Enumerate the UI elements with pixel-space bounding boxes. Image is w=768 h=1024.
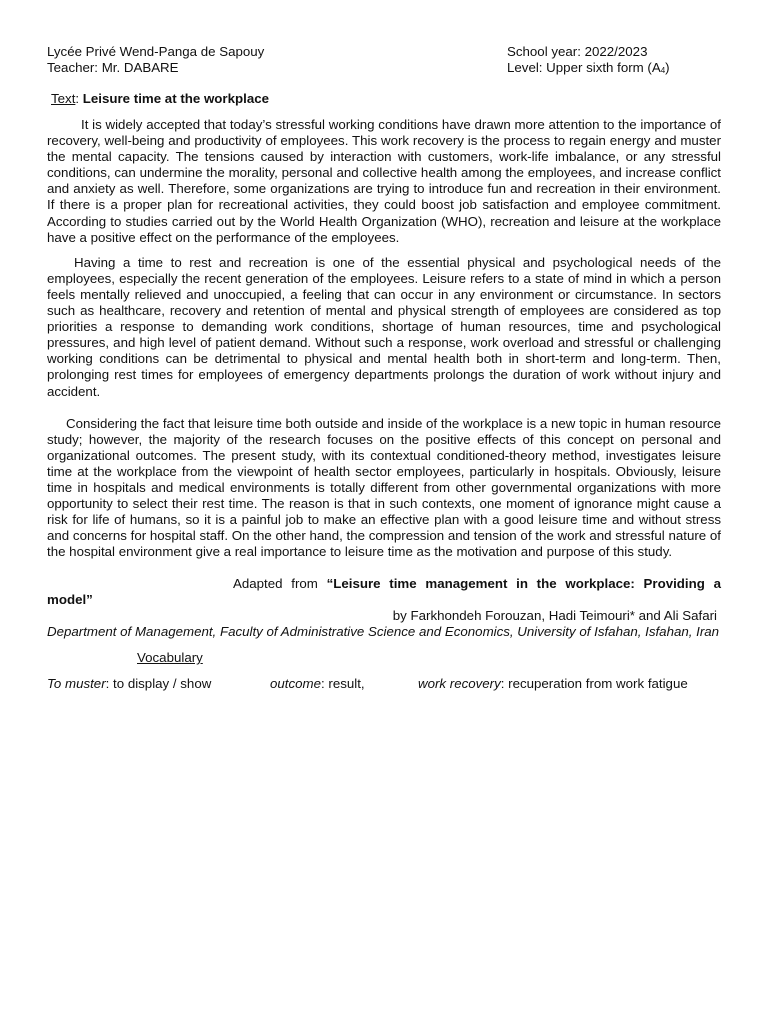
- level-suffix: ): [665, 60, 670, 75]
- paragraph-2: Having a time to rest and recreation is one of the essential physical and psychological needs of the employees, especially the recent generation of the employees. Leisure refers to a state of mind in which a person feels mentally relieved and unoccupied, a feeling that can occur in any environment or circumstance. In sectors such as healthcare, recovery and retention of mental and physical strength of employees are considered as top priorities a response to demanding work conditions, shortage of human resources, time and psychological pressures, and high level of patient demand. Without such a response, work overload and stressful or challenging working conditions can be detrimental to physical and mental health both in short-term and long-term. Then, prolonging rest times for employees of emergency departments prolongs the duration of work without injury and accident.: [47, 254, 721, 399]
- document-page: [47, 44, 721, 692]
- source-title-part2: model”: [47, 592, 93, 608]
- vocab-term: To muster: [47, 676, 106, 692]
- vocabulary-list: [47, 676, 721, 692]
- document-header: [47, 44, 721, 79]
- vocabulary-heading: Vocabulary: [137, 650, 203, 666]
- class-level: [507, 60, 721, 79]
- source-title-part1: “Leisure time management in the workplace: Providing a: [326, 576, 721, 592]
- text-title-line: [51, 91, 721, 107]
- adapted-from-label: Adapted from: [233, 576, 318, 592]
- source-citation: [47, 576, 721, 640]
- level-subscript: 4: [660, 66, 666, 75]
- level-prefix: Level: Upper sixth form (A: [507, 60, 661, 75]
- text-label-separator: :: [75, 91, 83, 106]
- teacher-name: Teacher: Mr. DABARE: [47, 60, 179, 75]
- school-name: Lycée Privé Wend-Panga de Sapouy: [47, 44, 265, 59]
- text-title: Leisure time at the workplace: [82, 91, 270, 106]
- paragraph-3: Considering the fact that leisure time both outside and inside of the workplace is a new topic in human resource study; however, the majority of the research focuses on the positive effects of this concept on personal and organizational outcomes. The present study, with its contextual conditioned-theory method, investigates leisure time at the workplace from the viewpoint of health sector employees, particularly in hospitals. Obviously, leisure time in hospitals and medical environments is totally different from other governmental organizations with more opportunity to select their rest time. The reason is that in such contexts, one moment of ignorance might cause a risk for life of humans, so it is a painful job to make an effective plan with a good leisure time and without stress and concerns for hospital staff. On the other hand, the compression and tension of the work and stressful nature of the hospital environment give a real importance to leisure time as the motivation and purpose of this study.: [47, 415, 721, 560]
- school-year: School year: 2022/2023: [507, 44, 648, 59]
- vocab-entry-2: [270, 676, 418, 692]
- vocab-definition: : to display / show: [105, 676, 212, 692]
- vocab-term: outcome: [270, 676, 321, 692]
- header-left: [47, 44, 264, 79]
- paragraph-1: It is widely accepted that today’s stressful working conditions have drawn more attention to the importance of recovery, well-being and productivity of employees. This work recovery is the process to regain energy and muster the mental capacity. The tensions caused by interaction with customers, work-life imbalance, or any stressful conditions, can undermine the morality, personal and collective health among the employees, and increase conflict and anxiety as well. Therefore, some organizations are trying to introduce fun and recreation in their environment. If there is a proper plan for recreational activities, they could boost job satisfaction and employee commitment. According to studies carried out by the World Health Organization (WHO), recreation and leisure at the workplace have a positive effect on the performance of the employees.: [47, 117, 721, 245]
- vocab-definition: : result,: [321, 676, 365, 692]
- vocab-entry-3: [418, 676, 688, 692]
- text-label: Text: [51, 91, 76, 106]
- source-line: [47, 576, 721, 592]
- vocab-entry-1: [47, 676, 270, 692]
- source-authors: by Farkhondeh Forouzan, Hadi Teimouri* and Ali Safari: [392, 608, 717, 624]
- source-department: Department of Management, Faculty of Administrative Science and Economics, University of Isfahan, Isfahan, Iran: [47, 624, 720, 640]
- vocab-term: work recovery: [418, 676, 501, 692]
- header-right: [507, 44, 721, 79]
- vocab-definition: : recuperation from work fatigue: [500, 676, 688, 692]
